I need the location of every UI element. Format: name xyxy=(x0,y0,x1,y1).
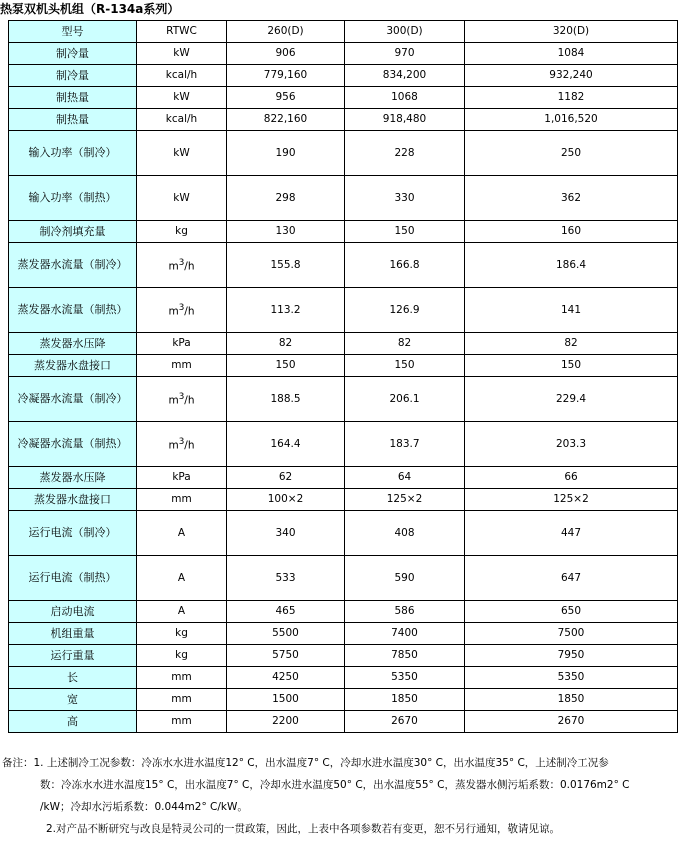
row-unit-cell: A xyxy=(137,511,227,556)
row-value-cell: 260(D) xyxy=(227,21,345,43)
row-value-cell: 779,160 xyxy=(227,65,345,87)
row-label-cell: 制热量 xyxy=(9,109,137,131)
table-row xyxy=(9,689,678,711)
table-row xyxy=(9,556,678,601)
row-unit-cell: kPa xyxy=(137,467,227,489)
row-value-cell: 533 xyxy=(227,556,345,601)
table-row xyxy=(9,601,678,623)
row-value-cell: 1182 xyxy=(465,87,678,109)
row-unit-cell: kg xyxy=(137,645,227,667)
table-row xyxy=(9,489,678,511)
row-unit-cell: kcal/h xyxy=(137,109,227,131)
row-value-cell: 2200 xyxy=(227,711,345,733)
row-value-cell: 586 xyxy=(345,601,465,623)
table-row xyxy=(9,511,678,556)
row-value-cell: 206.1 xyxy=(345,377,465,422)
row-value-cell: 408 xyxy=(345,511,465,556)
row-value-cell: 1500 xyxy=(227,689,345,711)
row-unit-cell: A xyxy=(137,601,227,623)
notes xyxy=(2,752,688,840)
row-label-cell: 输入功率（制冷） xyxy=(9,131,137,176)
row-label-cell: 冷凝器水流量（制热） xyxy=(9,422,137,467)
row-label-cell: 制冷剂填充量 xyxy=(9,221,137,243)
row-unit-cell: kPa xyxy=(137,333,227,355)
row-value-cell: 340 xyxy=(227,511,345,556)
row-label-cell: 蒸发器水盘接口 xyxy=(9,355,137,377)
row-unit-cell: kg xyxy=(137,221,227,243)
table-row xyxy=(9,176,678,221)
row-value-cell: 465 xyxy=(227,601,345,623)
row-label-cell: 启动电流 xyxy=(9,601,137,623)
row-value-cell: 186.4 xyxy=(465,243,678,288)
row-value-cell: 4250 xyxy=(227,667,345,689)
spec-table xyxy=(8,20,678,733)
row-value-cell: 203.3 xyxy=(465,422,678,467)
row-value-cell: 150 xyxy=(345,355,465,377)
row-value-cell: 590 xyxy=(345,556,465,601)
row-value-cell: 82 xyxy=(227,333,345,355)
row-value-cell: 362 xyxy=(465,176,678,221)
spec-table-body xyxy=(9,21,678,733)
row-unit-cell: kW xyxy=(137,87,227,109)
table-row xyxy=(9,131,678,176)
row-unit-cell: mm xyxy=(137,689,227,711)
row-label-cell: 蒸发器水流量（制热） xyxy=(9,288,137,333)
row-value-cell: 2670 xyxy=(465,711,678,733)
row-value-cell: 956 xyxy=(227,87,345,109)
row-value-cell: 64 xyxy=(345,467,465,489)
row-label-cell: 蒸发器水压降 xyxy=(9,333,137,355)
row-value-cell: 62 xyxy=(227,467,345,489)
row-value-cell: 5350 xyxy=(465,667,678,689)
row-value-cell: 5350 xyxy=(345,667,465,689)
row-value-cell: 188.5 xyxy=(227,377,345,422)
table-row xyxy=(9,623,678,645)
row-value-cell: 1,016,520 xyxy=(465,109,678,131)
row-value-cell: 141 xyxy=(465,288,678,333)
row-unit-cell: RTWC xyxy=(137,21,227,43)
row-value-cell: 160 xyxy=(465,221,678,243)
row-value-cell: 229.4 xyxy=(465,377,678,422)
row-unit-cell: $m^3/h$ xyxy=(137,243,227,288)
row-value-cell: 1850 xyxy=(345,689,465,711)
table-row xyxy=(9,43,678,65)
row-value-cell: 66 xyxy=(465,467,678,489)
table-title: 热泵双机头机组（R-134a系列） xyxy=(0,2,180,16)
row-label-cell: 输入功率（制热） xyxy=(9,176,137,221)
row-label-cell: 蒸发器水压降 xyxy=(9,467,137,489)
row-value-cell: 164.4 xyxy=(227,422,345,467)
table-row xyxy=(9,21,678,43)
superscript: 3 xyxy=(178,302,185,313)
row-label-cell: 高 xyxy=(9,711,137,733)
row-value-cell: 1084 xyxy=(465,43,678,65)
row-value-cell: 126.9 xyxy=(345,288,465,333)
row-unit-cell: mm xyxy=(137,489,227,511)
row-value-cell: 834,200 xyxy=(345,65,465,87)
row-unit-cell: mm xyxy=(137,355,227,377)
table-row xyxy=(9,109,678,131)
row-label-cell: 蒸发器水流量（制冷） xyxy=(9,243,137,288)
row-unit-cell: mm xyxy=(137,711,227,733)
row-value-cell: 125×2 xyxy=(465,489,678,511)
table-row xyxy=(9,377,678,422)
table-row xyxy=(9,422,678,467)
table-row xyxy=(9,65,678,87)
row-value-cell: 2670 xyxy=(345,711,465,733)
row-unit-cell: A xyxy=(137,556,227,601)
row-value-cell: 1068 xyxy=(345,87,465,109)
row-value-cell: 970 xyxy=(345,43,465,65)
row-unit-cell: kg xyxy=(137,623,227,645)
note-line-2: 数：冷冻水水进水温度15° C，出水温度7° C，冷却水进水温度50° C，出水温度55° C，蒸发器水侧污垢系数：0.0176m2° C xyxy=(40,779,630,791)
row-value-cell: 5500 xyxy=(227,623,345,645)
table-row xyxy=(9,355,678,377)
row-value-cell: 155.8 xyxy=(227,243,345,288)
row-value-cell: 1850 xyxy=(465,689,678,711)
row-value-cell: 300(D) xyxy=(345,21,465,43)
note-line-3: /kW；冷却水污垢系数：0.044m2° C/kW。 xyxy=(40,801,248,813)
row-label-cell: 长 xyxy=(9,667,137,689)
row-value-cell: 82 xyxy=(465,333,678,355)
row-value-cell: 932,240 xyxy=(465,65,678,87)
row-value-cell: 330 xyxy=(345,176,465,221)
row-value-cell: 918,480 xyxy=(345,109,465,131)
row-unit-cell: $m^3/h$ xyxy=(137,422,227,467)
row-value-cell: 7950 xyxy=(465,645,678,667)
row-value-cell: 7400 xyxy=(345,623,465,645)
row-value-cell: 298 xyxy=(227,176,345,221)
row-value-cell: 647 xyxy=(465,556,678,601)
row-label-cell: 运行重量 xyxy=(9,645,137,667)
row-label-cell: 宽 xyxy=(9,689,137,711)
row-label-cell: 制冷量 xyxy=(9,43,137,65)
table-row xyxy=(9,87,678,109)
row-value-cell: 228 xyxy=(345,131,465,176)
row-label-cell: 运行电流（制热） xyxy=(9,556,137,601)
row-value-cell: 250 xyxy=(465,131,678,176)
row-value-cell: 7850 xyxy=(345,645,465,667)
superscript: 3 xyxy=(178,436,185,447)
row-value-cell: 447 xyxy=(465,511,678,556)
note-line-4: 2.对产品不断研究与改良是特灵公司的一贯政策，因此，上表中各项参数若有变更，恕不另行通知，敬请见谅。 xyxy=(46,823,561,835)
superscript: 3 xyxy=(178,257,185,268)
row-unit-cell: kW xyxy=(137,176,227,221)
row-value-cell: 125×2 xyxy=(345,489,465,511)
table-row xyxy=(9,333,678,355)
row-value-cell: 183.7 xyxy=(345,422,465,467)
note-line-1: 备注：1. 上述制冷工况参数：冷冻水水进水温度12° C，出水温度7° C，冷却水进水温度30° C，出水温度35° C，上述制冷工况参 xyxy=(2,757,609,769)
table-row xyxy=(9,221,678,243)
row-label-cell: 型号 xyxy=(9,21,137,43)
row-value-cell: 113.2 xyxy=(227,288,345,333)
table-row xyxy=(9,288,678,333)
row-label-cell: 制热量 xyxy=(9,87,137,109)
row-value-cell: 82 xyxy=(345,333,465,355)
row-value-cell: 650 xyxy=(465,601,678,623)
row-unit-cell: mm xyxy=(137,667,227,689)
row-value-cell: 7500 xyxy=(465,623,678,645)
table-row xyxy=(9,667,678,689)
row-value-cell: 822,160 xyxy=(227,109,345,131)
table-row xyxy=(9,467,678,489)
row-unit-cell: $m^3/h$ xyxy=(137,377,227,422)
row-value-cell: 150 xyxy=(465,355,678,377)
row-unit-cell: kW xyxy=(137,43,227,65)
row-value-cell: 150 xyxy=(227,355,345,377)
row-value-cell: 320(D) xyxy=(465,21,678,43)
row-label-cell: 制冷量 xyxy=(9,65,137,87)
row-unit-cell: kW xyxy=(137,131,227,176)
row-value-cell: 190 xyxy=(227,131,345,176)
row-value-cell: 150 xyxy=(345,221,465,243)
row-label-cell: 运行电流（制冷） xyxy=(9,511,137,556)
row-value-cell: 166.8 xyxy=(345,243,465,288)
table-row xyxy=(9,645,678,667)
row-unit-cell: kcal/h xyxy=(137,65,227,87)
row-label-cell: 蒸发器水盘接口 xyxy=(9,489,137,511)
row-label-cell: 冷凝器水流量（制冷） xyxy=(9,377,137,422)
row-label-cell: 机组重量 xyxy=(9,623,137,645)
table-row xyxy=(9,711,678,733)
row-value-cell: 5750 xyxy=(227,645,345,667)
superscript: 3 xyxy=(178,391,185,402)
table-row xyxy=(9,243,678,288)
row-value-cell: 100×2 xyxy=(227,489,345,511)
row-value-cell: 130 xyxy=(227,221,345,243)
row-value-cell: 906 xyxy=(227,43,345,65)
row-unit-cell: $m^3/h$ xyxy=(137,288,227,333)
